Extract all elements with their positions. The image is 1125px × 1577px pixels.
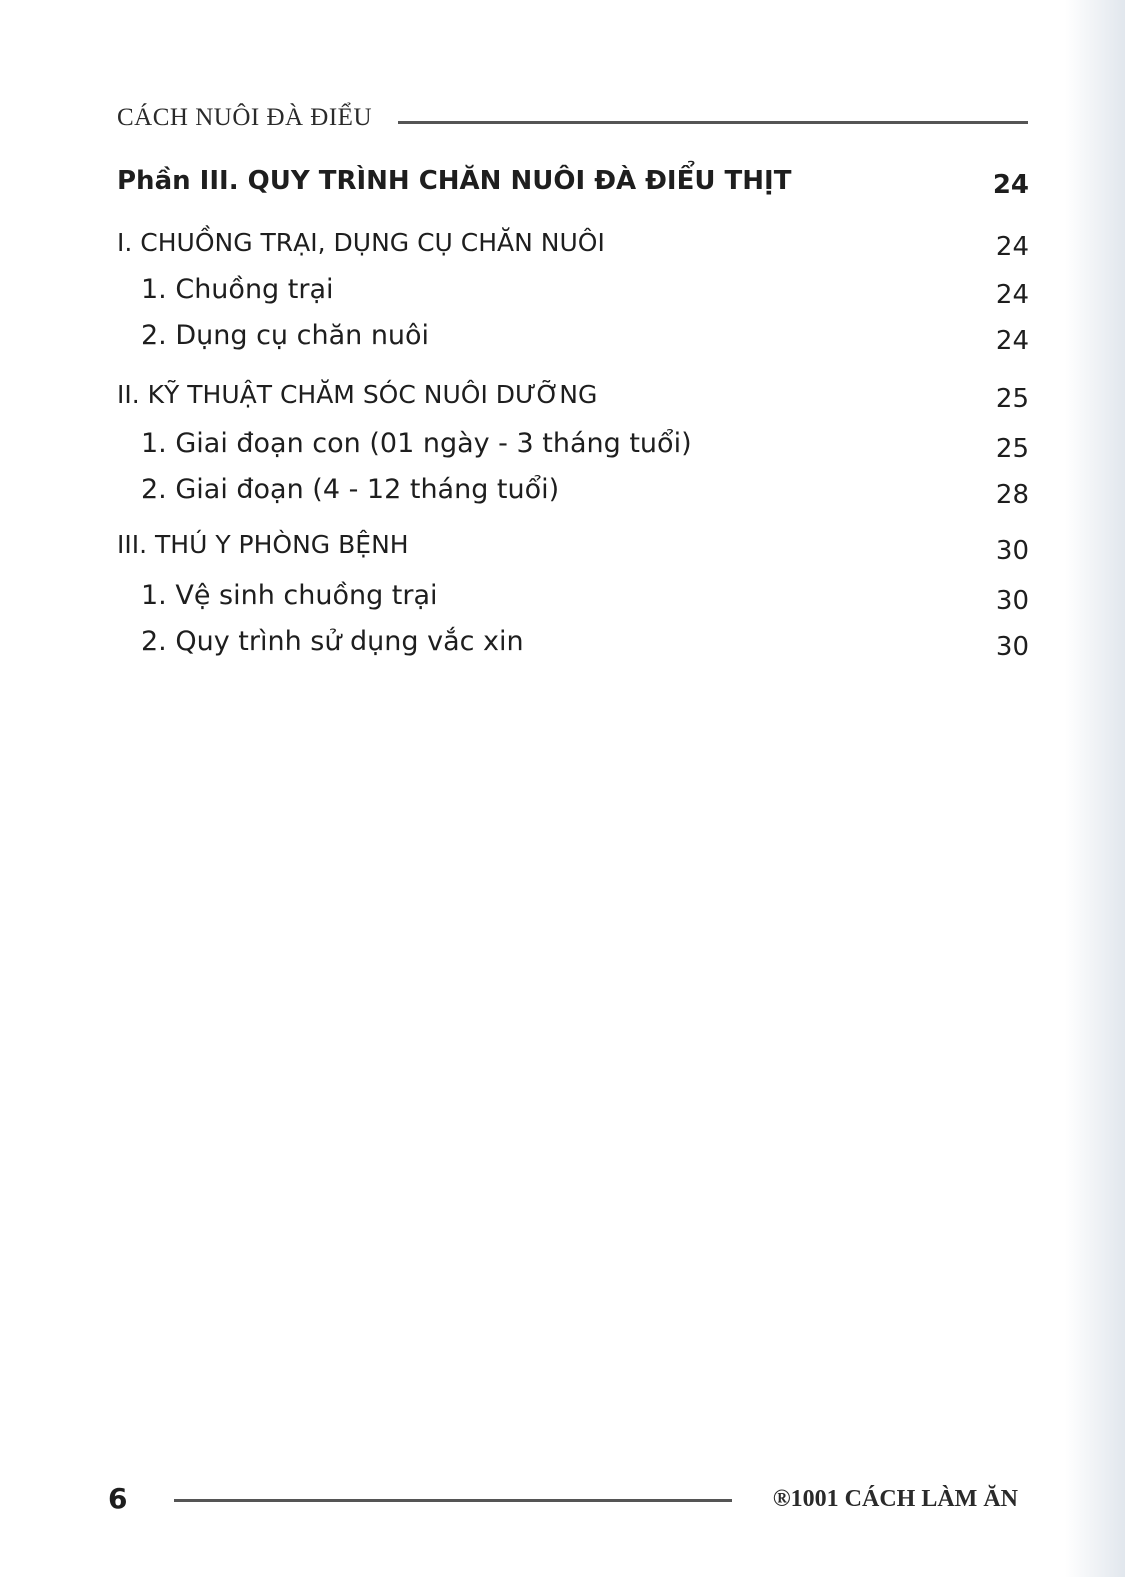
toc-entry-label: 1. Chuồng trại	[141, 274, 334, 305]
toc-entry-sub-3-1	[117, 580, 1029, 620]
toc-entry-section-1	[117, 228, 1029, 268]
toc-entry-sub-1-1	[117, 274, 1029, 314]
toc-entry-sub-3-2	[117, 626, 1029, 666]
toc-entry-label: I. CHUỒNG TRẠI, DỤNG CỤ CHĂN NUÔI	[117, 228, 605, 257]
page-number: 6	[108, 1482, 128, 1515]
toc-entry-label: 1. Giai đoạn con (01 ngày - 3 tháng tuổi)	[141, 428, 692, 459]
toc-entry-sub-2-1	[117, 428, 1029, 468]
toc-entry-label: 2. Giai đoạn (4 - 12 tháng tuổi)	[141, 474, 560, 505]
header-rule	[398, 121, 1028, 124]
toc-entry-page: 25	[995, 434, 1029, 464]
toc-entry-page: 30	[995, 586, 1029, 616]
toc-entry-page: 28	[995, 480, 1029, 510]
page-edge-shading	[1065, 0, 1125, 1577]
book-title: CÁCH NUÔI ĐÀ ĐIỂU	[117, 104, 373, 131]
toc-entry-label: II. KỸ THUẬT CHĂM SÓC NUÔI DƯỠNG	[117, 380, 598, 409]
toc-entry-label: 2. Quy trình sử dụng vắc xin	[141, 626, 524, 657]
toc-entry-label: Phần III. QUY TRÌNH CHĂN NUÔI ĐÀ ĐIỂU THỊT	[117, 166, 792, 196]
toc-entry-page: 24	[992, 170, 1029, 200]
toc-entry-page: 30	[995, 536, 1029, 566]
toc-entry-page: 25	[995, 384, 1029, 414]
footer-rule	[174, 1499, 732, 1502]
toc-entry-page: 24	[995, 326, 1029, 356]
toc-entry-label: III. THÚ Y PHÒNG BỆNH	[117, 530, 409, 559]
toc-entry-section-3	[117, 530, 1029, 570]
running-footer	[108, 1482, 1018, 1522]
toc-entry-page: 24	[995, 280, 1029, 310]
toc-entry-part-3	[117, 166, 1029, 206]
toc-entry-section-2	[117, 380, 1029, 420]
toc-entry-label: 1. Vệ sinh chuồng trại	[141, 580, 438, 611]
running-header	[117, 104, 1029, 144]
series-brand: ®1001 CÁCH LÀM ĂN	[772, 1486, 1018, 1512]
toc-entry-label: 2. Dụng cụ chăn nuôi	[141, 320, 430, 351]
toc-entry-page: 30	[995, 632, 1029, 662]
toc-entry-sub-2-2	[117, 474, 1029, 514]
toc-entry-page: 24	[995, 232, 1029, 262]
toc-entry-sub-1-2	[117, 320, 1029, 360]
